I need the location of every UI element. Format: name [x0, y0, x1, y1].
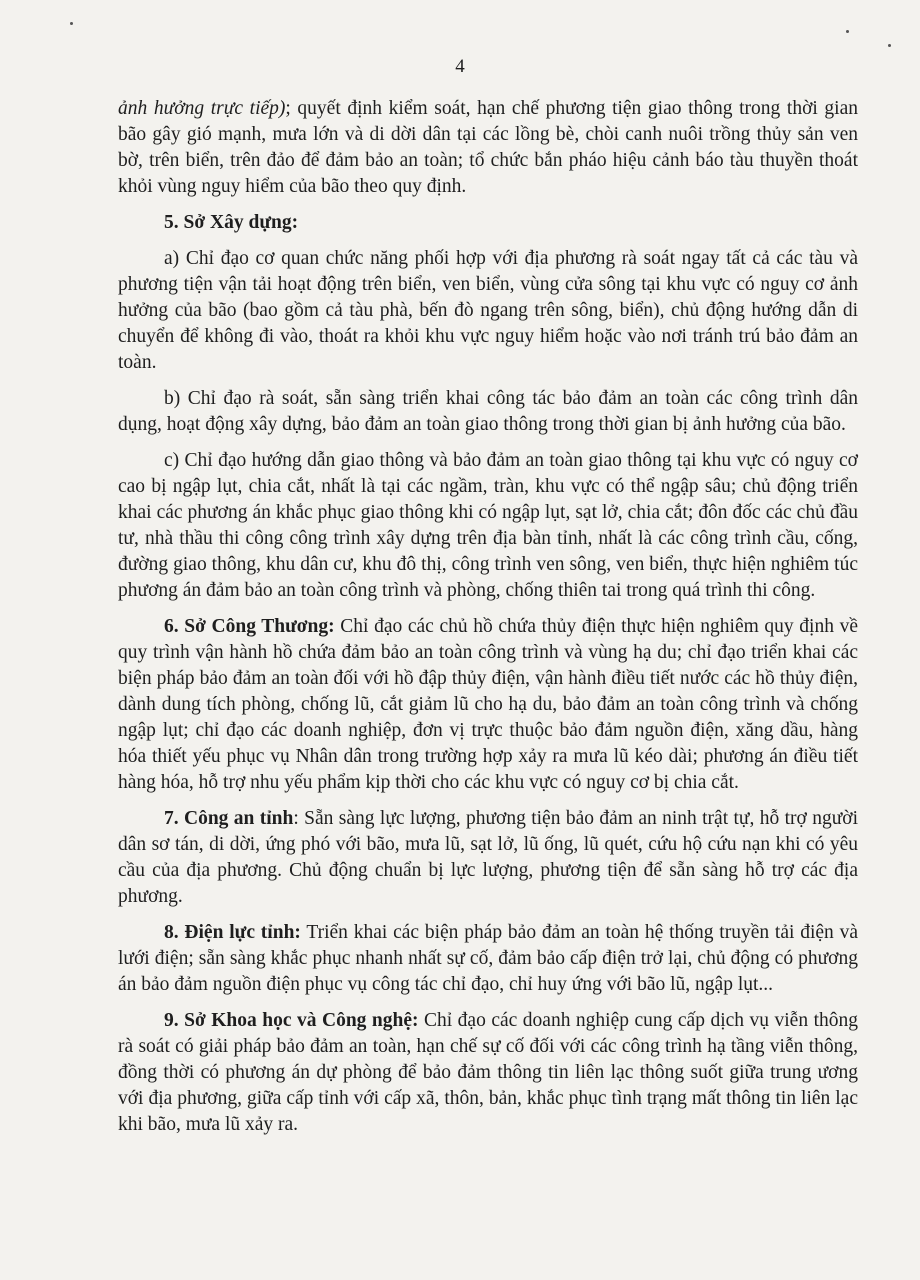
scan-speck: [70, 22, 73, 25]
section-5-item-b: b) Chỉ đạo rà soát, sẵn sàng triển khai công tác bảo đảm an toàn các công trình dân dụng, hoạt động xây dựng, bảo đảm an toàn giao thông trong thời gian bị ảnh hưởng của bão.: [118, 388, 858, 435]
scan-speck: [888, 44, 891, 47]
section-5-item-a: a) Chỉ đạo cơ quan chức năng phối hợp với địa phương rà soát ngay tất cả các tàu và phương tiện vận tải hoạt động trên biển, ven biển, vùng cửa sông tại khu vực có nguy cơ ảnh hưởng của bão (bao gồm cả tàu phà, bến đò ngang trên sông, biển), chủ động hướng dẫn di chuyển để không đi vào, thoát ra khỏi khu vực nguy hiểm hoặc vào nơi tránh trú bảo đảm an toàn.: [118, 248, 858, 373]
section-9-paragraph: [118, 1008, 858, 1138]
intro-italic: ảnh hưởng trực tiếp): [118, 98, 286, 119]
section-7-text: : Sẵn sàng lực lượng, phương tiện bảo đảm an ninh trật tự, hỗ trợ người dân sơ tán, di dời, ứng phó với bão, mưa lũ, sạt lở, lũ ống, lũ quét, cứu hộ cứu nạn khi có yêu cầu của địa phương. Chủ động chuẩn bị lực lượng, phương tiện để sẵn sàng hỗ trợ các địa phương.: [118, 808, 859, 907]
intro-paragraph: [118, 96, 858, 200]
section-9-text: Chỉ đạo các doanh nghiệp cung cấp dịch vụ viễn thông rà soát có giải pháp bảo đảm an toàn, hạn chế sự cố đối với các công trình hạ tầng viễn thông, đồng thời có phương án dự phòng để bảo đảm thông tin liên lạc thông suốt giữa trung ương với địa phương, giữa cấp tỉnh với cấp xã, thôn, bản, khắc phục tình trạng mất thông tin liên lạc khi bão, mưa lũ xảy ra.: [118, 1010, 858, 1135]
intro-text: ; quyết định kiểm soát, hạn chế phương tiện giao thông trong thời gian bão gây gió mạnh, mưa lớn và di dời dân tại các lồng bè, chòi canh nuôi trồng thủy sản ven bờ, trên biển, trên đảo để đảm bảo an toàn; tổ chức bắn pháo hiệu cảnh báo tàu thuyền thoát khỏi vùng nguy hiểm của bão theo quy định.: [118, 98, 858, 197]
section-9-heading: 9. Sở Khoa học và Công nghệ:: [164, 1010, 419, 1031]
section-6-heading: 6. Sở Công Thương:: [164, 616, 335, 637]
section-6-paragraph: [118, 614, 858, 796]
section-6-text: Chỉ đạo các chủ hồ chứa thủy điện thực hiện nghiêm quy định về quy trình vận hành hồ chứa đảm bảo an toàn công trình và vùng hạ du; chỉ đạo triển khai các biện pháp bảo đảm an toàn đối với hồ đập thủy điện, vận hành điều tiết nước các hồ thủy điện, dành dung tích phòng, chống lũ, cắt giảm lũ cho hạ du, bảo đảm an toàn công trình và chống ngập lụt; chỉ đạo các doanh nghiệp, đơn vị trực thuộc bảo đảm nguồn điện, xăng dầu, hàng hóa thiết yếu phục vụ Nhân dân trong trường hợp xảy ra mưa lũ kéo dài; phương án điều tiết hàng hóa, hỗ trợ nhu yếu phẩm kịp thời cho các khu vực có nguy cơ bị chia cắt.: [118, 616, 858, 793]
section-8-text: Triển khai các biện pháp bảo đảm an toàn hệ thống truyền tải điện và lưới điện; sẵn sàng khắc phục nhanh nhất sự cố, đảm bảo cấp điện trở lại, chủ động có phương án bảo đảm nguồn điện phục vụ công tác chỉ đạo, chỉ huy ứng với bão lũ, ngập lụt...: [118, 922, 858, 995]
section-7-paragraph: [118, 806, 858, 910]
page-number: 4: [455, 56, 465, 77]
section-5-item-c: c) Chỉ đạo hướng dẫn giao thông và bảo đảm an toàn giao thông tại khu vực có nguy cơ cao bị ngập lụt, chia cắt, nhất là tại các ngầm, tràn, khu vực có thể ngập sâu; chủ động triển khai các phương án khắc phục giao thông khi có ngập lụt, sạt lở, chia cắt; đôn đốc các chủ đầu tư, nhà thầu thi công công trình xây dựng trên địa bàn tỉnh, nhất là các công trình cầu, cống, đường giao thông, khu dân cư, khu đô thị, công trình ven sông, ven biển, thực hiện nghiêm túc phương án đảm bảo an toàn công trình và phòng, chống thiên tai trong quá trình thi công.: [118, 450, 858, 601]
section-7-heading: 7. Công an tỉnh: [164, 808, 294, 829]
document-body: [118, 96, 858, 1148]
section-8-heading: 8. Điện lực tỉnh:: [164, 922, 301, 943]
scan-speck: [846, 30, 849, 33]
section-5-heading: 5. Sở Xây dựng:: [164, 212, 299, 233]
section-8-paragraph: [118, 920, 858, 998]
